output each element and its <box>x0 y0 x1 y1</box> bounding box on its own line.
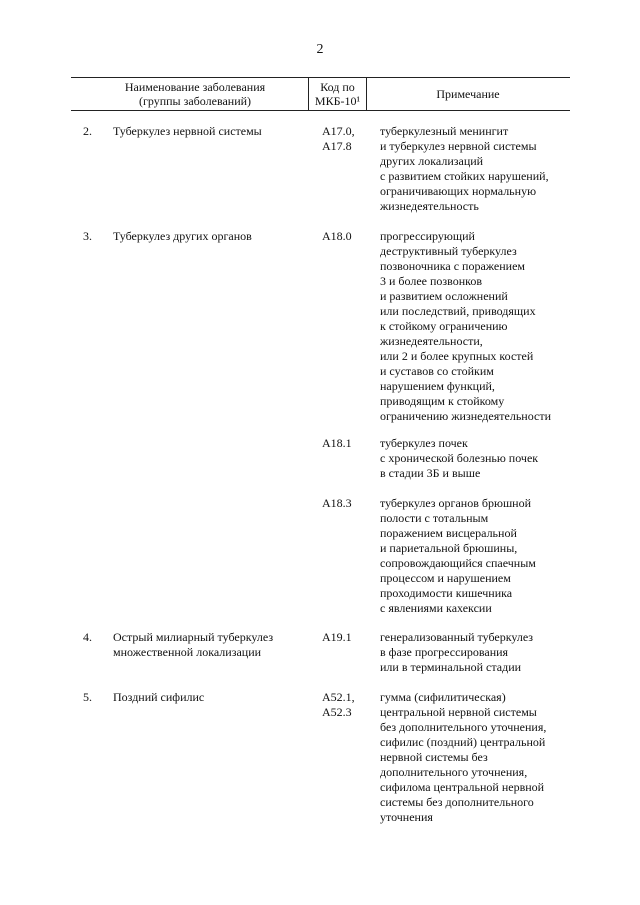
disease-name-line: Туберкулез других органов <box>113 229 252 243</box>
note-line: или в терминальной стадии <box>380 660 522 674</box>
disease-name <box>113 690 303 705</box>
note-line: в фазе прогрессирования <box>380 645 509 659</box>
note-line: уточнения <box>380 810 433 824</box>
disease-name <box>113 229 303 244</box>
note-line: центральной нервной системы <box>380 705 537 719</box>
note-line: ограничивающих нормальную <box>380 184 537 198</box>
note <box>380 496 570 616</box>
note <box>380 436 570 481</box>
disease-name <box>113 630 303 660</box>
note-line: деструктивный туберкулез <box>380 244 517 258</box>
note-line: приводящим к стойкому <box>380 394 505 408</box>
note-line: и туберкулез нервной системы <box>380 139 537 153</box>
header-icd-code <box>309 80 366 108</box>
row-number: 3. <box>83 229 92 243</box>
note-line: сифилома центральной нервной <box>380 780 545 794</box>
header-disease-name <box>90 80 300 108</box>
disease-name <box>113 124 303 139</box>
disease-name-line: Туберкулез нервной системы <box>113 124 262 138</box>
note-line: процессом и нарушением <box>380 571 511 585</box>
icd-code <box>322 690 366 720</box>
table-top-rule <box>71 77 570 78</box>
note-line: нервной системы без <box>380 750 488 764</box>
note-line: нарушением функций, <box>380 379 495 393</box>
disease-name-line: Острый милиарный туберкулез <box>113 630 274 644</box>
note-line: жизнедеятельность <box>380 199 479 213</box>
row-number: 4. <box>83 630 92 644</box>
icd-code <box>322 124 366 154</box>
note <box>380 124 570 214</box>
table-header-rule <box>71 110 570 111</box>
note-line: к стойкому ограничению <box>380 319 508 333</box>
note-line: в стадии 3Б и выше <box>380 466 481 480</box>
icd-code <box>322 496 366 511</box>
row-number: 2. <box>83 124 92 138</box>
note-line: системы без дополнительного <box>380 795 534 809</box>
note-line: гумма (сифилитическая) <box>380 690 506 704</box>
note-line: и париетальной брюшины, <box>380 541 518 555</box>
note-line: проходимости кишечника <box>380 586 513 600</box>
icd-code-line: A18.1 <box>322 436 352 450</box>
note-line: полости с тотальным <box>380 511 489 525</box>
note-line: жизнедеятельности, <box>380 334 483 348</box>
note-line: 3 и более позвонков <box>380 274 483 288</box>
note-line: с явлениями кахексии <box>380 601 492 615</box>
note-line: поражением висцеральной <box>380 526 517 540</box>
icd-code-line: A17.8 <box>322 139 352 153</box>
note-line: туберкулез почек <box>380 436 468 450</box>
note-line: с хронической болезнью почек <box>380 451 539 465</box>
disease-name-line: Поздний сифилис <box>113 690 205 704</box>
note-line: ограничению жизнедеятельности <box>380 409 551 423</box>
note <box>380 229 570 424</box>
header-name-line: Наименование заболевания <box>124 80 266 94</box>
note-line: и развитием осложнений <box>380 289 508 303</box>
note-line: туберкулез органов брюшной <box>380 496 532 510</box>
note-line: позвоночника с поражением <box>380 259 526 273</box>
note-line: дополнительного уточнения, <box>380 765 528 779</box>
icd-code <box>322 436 366 451</box>
header-note: Примечание <box>436 87 500 101</box>
note-line: или последствий, приводящих <box>380 304 536 318</box>
icd-code-line: A17.0, <box>322 124 355 138</box>
header-code-line: МКБ-10¹ <box>314 94 361 108</box>
row-number: 5. <box>83 690 92 704</box>
note-line: сопровождающийся спаечным <box>380 556 536 570</box>
icd-code-line: A18.3 <box>322 496 352 510</box>
note-line: с развитием стойких нарушений, <box>380 169 549 183</box>
icd-code-line: A18.0 <box>322 229 352 243</box>
note <box>380 630 570 675</box>
disease-name-line: множественной локализации <box>113 645 262 659</box>
note-line: и суставов со стойким <box>380 364 494 378</box>
icd-code-line: A19.1 <box>322 630 352 644</box>
icd-code-line: A52.1, <box>322 690 355 704</box>
header-code-line: Код по <box>320 80 355 94</box>
note-line: или 2 и более крупных костей <box>380 349 534 363</box>
page-number: 2 <box>316 42 324 57</box>
icd-code <box>322 630 366 645</box>
header-name-line: (группы заболеваний) <box>138 94 252 108</box>
icd-code-line: A52.3 <box>322 705 352 719</box>
note-line: генерализованный туберкулез <box>380 630 534 644</box>
note-line: туберкулезный менингит <box>380 124 509 138</box>
note-line: прогрессирующий <box>380 229 475 243</box>
note-line: других локализаций <box>380 154 484 168</box>
note-line: сифилис (поздний) центральной <box>380 735 546 749</box>
note-line: без дополнительного уточнения, <box>380 720 547 734</box>
icd-code <box>322 229 366 244</box>
note <box>380 690 570 825</box>
